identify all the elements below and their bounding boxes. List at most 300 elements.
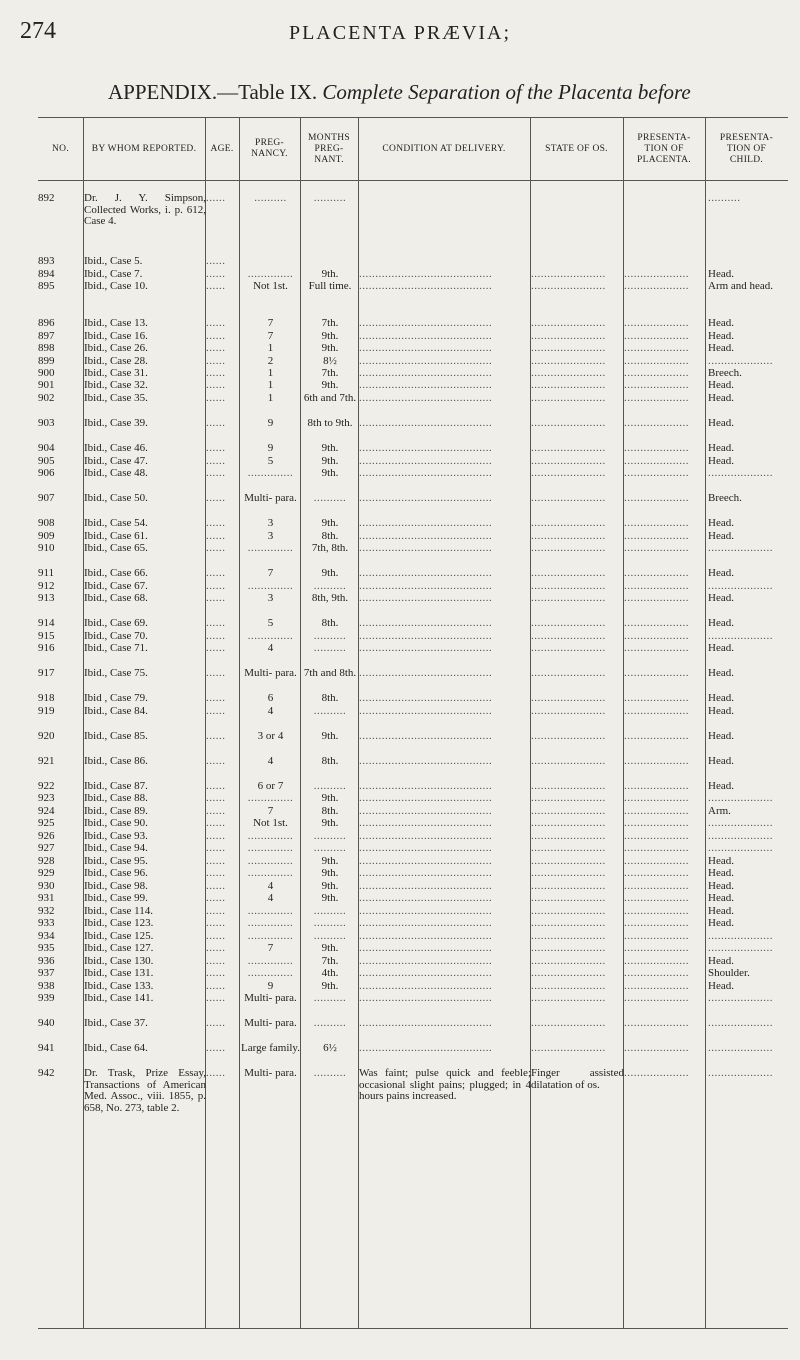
cell-months-pregnant: 6½ (323, 1043, 337, 1054)
cell-row-number: 904 (38, 443, 55, 454)
cell-months-pregnant: .......... (313, 193, 347, 204)
cell-pregnancy: Multi- para. (244, 668, 297, 679)
cell-condition-at-delivery: ......................................... (359, 943, 493, 954)
cell-months-pregnant: 9th. (321, 468, 339, 479)
cell-pregnancy: 1 (267, 368, 274, 379)
cell-row-number: 893 (38, 256, 55, 267)
cell-presentation-of-placenta: .................... (624, 693, 689, 704)
cell-condition-at-delivery: ......................................... (359, 368, 493, 379)
cell-months-pregnant: 7th. (321, 956, 339, 967)
cell-months-pregnant: 7th, 8th. (311, 543, 349, 554)
cell-reporter: Dr. J. Y. Simpson, Collected Works, i. p. 612, Case 4. (84, 193, 206, 227)
cell-state-of-os: ....................... (531, 693, 606, 704)
cell-presentation-of-child: .................... (708, 843, 773, 854)
header-child: PRESENTA- TION OF CHILD. (719, 132, 774, 165)
cell-age: ...... (206, 881, 226, 892)
cell-condition-at-delivery: ......................................... (359, 856, 493, 867)
cell-state-of-os: ....................... (531, 618, 606, 629)
cell-pregnancy: .............. (247, 968, 294, 979)
cell-presentation-of-child: .................... (708, 1043, 773, 1054)
cell-pregnancy: 5 (267, 618, 274, 629)
cell-state-of-os: ....................... (531, 443, 606, 454)
cell-presentation-of-placenta: .................... (624, 443, 689, 454)
cell-age: ...... (206, 631, 226, 642)
cell-condition-at-delivery: ......................................... (359, 918, 493, 929)
cell-state-of-os: ....................... (531, 981, 606, 992)
cell-reporter: Ibid., Case 39. (84, 418, 148, 429)
cell-condition-at-delivery: ......................................... (359, 981, 493, 992)
cell-pregnancy: .............. (247, 856, 294, 867)
cell-state-of-os: ....................... (531, 631, 606, 642)
cell-age: ...... (206, 931, 226, 942)
cell-state-of-os: ....................... (531, 1018, 606, 1029)
table-caption (108, 80, 691, 105)
cell-pregnancy: Not 1st. (253, 818, 288, 829)
cell-age: ...... (206, 193, 226, 204)
cell-presentation-of-placenta: .................... (624, 356, 689, 367)
cell-reporter: Ibid., Case 96. (84, 868, 148, 879)
cell-reporter: Ibid., Case 50. (84, 493, 148, 504)
cell-presentation-of-child: Head. (708, 856, 734, 867)
cell-row-number: 921 (38, 756, 55, 767)
cell-age: ...... (206, 543, 226, 554)
cell-months-pregnant: .......... (313, 493, 347, 504)
cell-condition-at-delivery: ......................................... (359, 468, 493, 479)
cell-row-number: 927 (38, 843, 55, 854)
cell-presentation-of-placenta: .................... (624, 943, 689, 954)
cell-reporter: Ibid., Case 130. (84, 956, 154, 967)
cell-presentation-of-child: Head. (708, 643, 734, 654)
cell-presentation-of-child: Head. (708, 269, 734, 280)
cell-condition-at-delivery: ......................................... (359, 318, 493, 329)
cell-reporter: Ibid., Case 69. (84, 618, 148, 629)
cell-presentation-of-placenta: .................... (624, 531, 689, 542)
cell-row-number: 905 (38, 456, 55, 467)
cell-state-of-os: ....................... (531, 868, 606, 879)
cell-condition-at-delivery: ......................................... (359, 843, 493, 854)
cell-presentation-of-child: Head. (708, 781, 734, 792)
cell-reporter: Ibid., Case 37. (84, 1018, 148, 1029)
cell-months-pregnant: .......... (313, 631, 347, 642)
cell-row-number: 896 (38, 318, 55, 329)
cell-pregnancy: 3 (267, 531, 274, 542)
cell-condition-at-delivery: ......................................... (359, 456, 493, 467)
cell-condition-at-delivery: ......................................... (359, 818, 493, 829)
cell-state-of-os: ....................... (531, 843, 606, 854)
cell-age: ...... (206, 380, 226, 391)
cell-months-pregnant: 9th. (321, 731, 339, 742)
cell-presentation-of-child: Head. (708, 331, 734, 342)
cell-state-of-os: ....................... (531, 793, 606, 804)
cell-age: ...... (206, 581, 226, 592)
cell-state-of-os: ....................... (531, 593, 606, 604)
cell-presentation-of-placenta: .................... (624, 368, 689, 379)
cell-reporter: Ibid., Case 64. (84, 1043, 148, 1054)
cell-state-of-os: ....................... (531, 706, 606, 717)
cell-row-number: 907 (38, 493, 55, 504)
cell-state-of-os: ....................... (531, 531, 606, 542)
cell-row-number: 930 (38, 881, 55, 892)
cell-condition-at-delivery: ......................................... (359, 493, 493, 504)
cell-months-pregnant: 9th. (321, 868, 339, 879)
cell-reporter: Ibid., Case 46. (84, 443, 148, 454)
cell-state-of-os: ....................... (531, 856, 606, 867)
cell-months-pregnant: 9th. (321, 881, 339, 892)
cell-presentation-of-placenta: .................... (624, 806, 689, 817)
cell-condition-at-delivery: ......................................... (359, 1043, 493, 1054)
cell-reporter: Ibid., Case 71. (84, 643, 148, 654)
column-rule (205, 118, 206, 1328)
cell-presentation-of-child: Arm. (708, 806, 731, 817)
cell-presentation-of-child: Head. (708, 881, 734, 892)
cell-pregnancy: 1 (267, 393, 274, 404)
cell-reporter: Ibid., Case 86. (84, 756, 148, 767)
cell-pregnancy: 2 (267, 356, 274, 367)
cell-pregnancy: 4 (267, 893, 274, 904)
cell-row-number: 906 (38, 468, 55, 479)
cell-presentation-of-child: .................... (708, 631, 773, 642)
cell-months-pregnant: .......... (313, 1068, 347, 1079)
cell-state-of-os: ....................... (531, 518, 606, 529)
cell-pregnancy: 7 (267, 568, 274, 579)
cell-row-number: 910 (38, 543, 55, 554)
cell-reporter: Ibid., Case 85. (84, 731, 148, 742)
cell-age: ...... (206, 518, 226, 529)
cell-condition-at-delivery: ......................................... (359, 531, 493, 542)
cell-state-of-os: ....................... (531, 906, 606, 917)
cell-age: ...... (206, 493, 226, 504)
cell-condition-at-delivery: ......................................... (359, 643, 493, 654)
cell-presentation-of-placenta: .................... (624, 643, 689, 654)
cell-months-pregnant: 8th. (321, 693, 339, 704)
cell-condition-at-delivery: ......................................... (359, 518, 493, 529)
cell-pregnancy: .............. (247, 906, 294, 917)
cell-row-number: 894 (38, 269, 55, 280)
cell-row-number: 925 (38, 818, 55, 829)
cell-state-of-os: Finger assisted dilatation of os. (531, 1068, 624, 1091)
cell-months-pregnant: 9th. (321, 568, 339, 579)
cell-row-number: 936 (38, 956, 55, 967)
cell-condition-at-delivery: ......................................... (359, 618, 493, 629)
cell-condition-at-delivery: ......................................... (359, 781, 493, 792)
cell-condition-at-delivery: ......................................... (359, 418, 493, 429)
cell-row-number: 892 (38, 193, 55, 204)
cell-pregnancy: Multi- para. (244, 493, 297, 504)
cell-presentation-of-child: Head. (708, 756, 734, 767)
cell-state-of-os: ....................... (531, 568, 606, 579)
cell-state-of-os: ....................... (531, 456, 606, 467)
cell-age: ...... (206, 943, 226, 954)
cell-row-number: 937 (38, 968, 55, 979)
cell-presentation-of-placenta: .................... (624, 706, 689, 717)
cell-age: ...... (206, 968, 226, 979)
cell-row-number: 903 (38, 418, 55, 429)
cell-age: ...... (206, 856, 226, 867)
cell-presentation-of-placenta: .................... (624, 380, 689, 391)
cell-reporter: Ibid., Case 13. (84, 318, 148, 329)
column-rule (83, 118, 84, 1328)
cell-reporter: Ibid., Case 5. (84, 256, 143, 267)
cell-age: ...... (206, 806, 226, 817)
cell-state-of-os: ....................... (531, 831, 606, 842)
cell-reporter: Ibid., Case 87. (84, 781, 148, 792)
cell-presentation-of-placenta: .................... (624, 418, 689, 429)
caption-prefix: APPENDIX.—Table IX. (108, 80, 318, 104)
cell-months-pregnant: 9th. (321, 943, 339, 954)
cell-pregnancy: .............. (247, 468, 294, 479)
cell-pregnancy: .............. (247, 918, 294, 929)
cell-presentation-of-placenta: .................... (624, 456, 689, 467)
cell-condition-at-delivery: ......................................... (359, 906, 493, 917)
cell-state-of-os: ....................... (531, 468, 606, 479)
cell-presentation-of-placenta: .................... (624, 281, 689, 292)
cell-row-number: 898 (38, 343, 55, 354)
cell-pregnancy: .............. (247, 831, 294, 842)
cell-row-number: 932 (38, 906, 55, 917)
cell-presentation-of-placenta: .................... (624, 931, 689, 942)
cell-state-of-os: ....................... (531, 393, 606, 404)
cell-presentation-of-child: Head. (708, 393, 734, 404)
cell-row-number: 901 (38, 380, 55, 391)
cell-state-of-os: ....................... (531, 881, 606, 892)
cell-condition-at-delivery: ......................................... (359, 331, 493, 342)
cell-reporter: Ibid., Case 32. (84, 380, 148, 391)
cell-reporter: Ibid., Case 66. (84, 568, 148, 579)
cell-condition-at-delivery: ......................................... (359, 281, 493, 292)
caption-title: Complete Separation of the Placenta before (322, 80, 691, 104)
cell-pregnancy: Multi- para. (244, 1018, 297, 1029)
cell-presentation-of-child: Head. (708, 618, 734, 629)
cell-reporter: Ibid., Case 99. (84, 893, 148, 904)
cell-months-pregnant: 9th. (321, 331, 339, 342)
cell-pregnancy: 3 (267, 593, 274, 604)
cell-pregnancy: 3 (267, 518, 274, 529)
cell-state-of-os: ....................... (531, 893, 606, 904)
cell-reporter: Ibid., Case 65. (84, 543, 148, 554)
cell-presentation-of-child: Head. (708, 593, 734, 604)
cell-age: ...... (206, 668, 226, 679)
cell-presentation-of-placenta: .................... (624, 831, 689, 842)
data-table (38, 117, 788, 1329)
cell-age: ...... (206, 906, 226, 917)
cell-reporter: Dr. Trask, Prize Essay, Transactions of American Med. Assoc., viii. 1855, p. 658, No. 273, table 2. (84, 1068, 206, 1114)
cell-state-of-os: ....................... (531, 931, 606, 942)
cell-pregnancy: Not 1st. (253, 281, 288, 292)
cell-presentation-of-child: .................... (708, 818, 773, 829)
cell-age: ...... (206, 343, 226, 354)
cell-reporter: Ibid., Case 84. (84, 706, 148, 717)
cell-reporter: Ibid., Case 123. (84, 918, 154, 929)
cell-pregnancy: 9 (267, 418, 274, 429)
cell-state-of-os: ....................... (531, 269, 606, 280)
cell-months-pregnant: 8th. (321, 756, 339, 767)
cell-state-of-os: ....................... (531, 343, 606, 354)
cell-age: ...... (206, 418, 226, 429)
cell-state-of-os: ....................... (531, 1043, 606, 1054)
cell-months-pregnant: .......... (313, 843, 347, 854)
cell-reporter: Ibid., Case 54. (84, 518, 148, 529)
cell-presentation-of-child: .................... (708, 543, 773, 554)
cell-condition-at-delivery: ......................................... (359, 706, 493, 717)
cell-presentation-of-placenta: .................... (624, 468, 689, 479)
cell-presentation-of-placenta: .................... (624, 918, 689, 929)
cell-presentation-of-placenta: .................... (624, 318, 689, 329)
cell-pregnancy: 7 (267, 806, 274, 817)
cell-pregnancy: 9 (267, 981, 274, 992)
cell-age: ...... (206, 918, 226, 929)
cell-age: ...... (206, 781, 226, 792)
cell-months-pregnant: 8th. (321, 618, 339, 629)
cell-reporter: Ibid., Case 61. (84, 531, 148, 542)
cell-pregnancy: .............. (247, 793, 294, 804)
cell-reporter: Ibid., Case 10. (84, 281, 148, 292)
cell-condition-at-delivery: Was faint; pulse quick and feeble; occasional slight pains; plugged; in 4 hours pains increased. (359, 1068, 531, 1102)
cell-age: ...... (206, 256, 226, 267)
cell-presentation-of-placenta: .................... (624, 1018, 689, 1029)
cell-presentation-of-placenta: .................... (624, 881, 689, 892)
cell-pregnancy: .............. (247, 931, 294, 942)
cell-age: ...... (206, 593, 226, 604)
cell-row-number: 923 (38, 793, 55, 804)
cell-row-number: 929 (38, 868, 55, 879)
cell-row-number: 919 (38, 706, 55, 717)
cell-row-number: 899 (38, 356, 55, 367)
cell-condition-at-delivery: ......................................... (359, 993, 493, 1004)
cell-pregnancy: Multi- para. (244, 993, 297, 1004)
cell-months-pregnant: .......... (313, 906, 347, 917)
cell-presentation-of-placenta: .................... (624, 581, 689, 592)
cell-state-of-os: ....................... (531, 281, 606, 292)
cell-row-number: 918 (38, 693, 55, 704)
cell-state-of-os: ....................... (531, 968, 606, 979)
cell-presentation-of-child: Breech. (708, 368, 742, 379)
cell-reporter: Ibid., Case 47. (84, 456, 148, 467)
cell-age: ...... (206, 393, 226, 404)
cell-age: ...... (206, 368, 226, 379)
cell-reporter: Ibid., Case 127. (84, 943, 154, 954)
cell-months-pregnant: 9th. (321, 893, 339, 904)
cell-reporter: Ibid., Case 114. (84, 906, 153, 917)
cell-age: ...... (206, 269, 226, 280)
cell-condition-at-delivery: ......................................... (359, 931, 493, 942)
cell-pregnancy: .............. (247, 543, 294, 554)
cell-months-pregnant: 7th and 8th. (303, 668, 357, 679)
cell-age: ...... (206, 843, 226, 854)
cell-reporter: Ibid., Case 125. (84, 931, 154, 942)
cell-row-number: 915 (38, 631, 55, 642)
cell-reporter: Ibid., Case 68. (84, 593, 148, 604)
cell-presentation-of-placenta: .................... (624, 331, 689, 342)
cell-reporter: Ibid., Case 26. (84, 343, 148, 354)
cell-row-number: 920 (38, 731, 55, 742)
cell-presentation-of-child: .................... (708, 793, 773, 804)
cell-presentation-of-child: .................... (708, 1018, 773, 1029)
cell-condition-at-delivery: ......................................... (359, 269, 493, 280)
cell-reporter: Ibid , Case 79. (84, 693, 148, 704)
cell-row-number: 941 (38, 1043, 55, 1054)
cell-reporter: Ibid., Case 131. (84, 968, 154, 979)
cell-age: ...... (206, 281, 226, 292)
cell-reporter: Ibid., Case 93. (84, 831, 148, 842)
cell-presentation-of-child: .......... (708, 193, 741, 204)
cell-presentation-of-placenta: .................... (624, 731, 689, 742)
cell-months-pregnant: .......... (313, 918, 347, 929)
cell-reporter: Ibid., Case 75. (84, 668, 148, 679)
cell-row-number: 933 (38, 918, 55, 929)
header-pregnancy: PREG- NANCY. (251, 138, 288, 159)
cell-months-pregnant: 9th. (321, 269, 339, 280)
cell-pregnancy: 3 or 4 (257, 731, 284, 742)
cell-presentation-of-placenta: .................... (624, 781, 689, 792)
cell-pregnancy: Multi- para. (244, 1068, 297, 1079)
cell-presentation-of-child: Head. (708, 568, 734, 579)
cell-age: ...... (206, 731, 226, 742)
cell-months-pregnant: .......... (313, 931, 347, 942)
cell-months-pregnant: 8th. (321, 806, 339, 817)
cell-age: ...... (206, 356, 226, 367)
cell-pregnancy: 4 (267, 643, 274, 654)
cell-presentation-of-child: Head. (708, 918, 734, 929)
cell-age: ...... (206, 693, 226, 704)
cell-state-of-os: ....................... (531, 380, 606, 391)
cell-row-number: 900 (38, 368, 55, 379)
cell-presentation-of-placenta: .................... (624, 856, 689, 867)
cell-state-of-os: ....................... (531, 818, 606, 829)
cell-months-pregnant: 4th. (321, 968, 339, 979)
cell-presentation-of-placenta: .................... (624, 906, 689, 917)
cell-age: ...... (206, 468, 226, 479)
cell-row-number: 909 (38, 531, 55, 542)
cell-age: ...... (206, 793, 226, 804)
cell-state-of-os: ....................... (531, 368, 606, 379)
cell-row-number: 897 (38, 331, 55, 342)
cell-condition-at-delivery: ......................................... (359, 393, 493, 404)
cell-months-pregnant: .......... (313, 1018, 347, 1029)
cell-age: ...... (206, 818, 226, 829)
cell-pregnancy: 4 (267, 881, 274, 892)
cell-pregnancy: .............. (247, 269, 294, 280)
cell-reporter: Ibid., Case 35. (84, 393, 148, 404)
cell-presentation-of-child: .................... (708, 581, 773, 592)
cell-pregnancy: 1 (267, 380, 274, 391)
cell-reporter: Ibid., Case 88. (84, 793, 148, 804)
cell-months-pregnant: 8th, 9th. (311, 593, 349, 604)
cell-reporter: Ibid., Case 89. (84, 806, 148, 817)
cell-pregnancy: 6 or 7 (257, 781, 284, 792)
cell-reporter: Ibid., Case 7. (84, 269, 143, 280)
cell-presentation-of-child: Head. (708, 531, 734, 542)
cell-state-of-os: ....................... (531, 731, 606, 742)
cell-row-number: 942 (38, 1068, 55, 1079)
cell-pregnancy: 7 (267, 943, 274, 954)
cell-state-of-os: ....................... (531, 643, 606, 654)
cell-months-pregnant: .......... (313, 581, 347, 592)
cell-presentation-of-placenta: .................... (624, 818, 689, 829)
cell-age: ...... (206, 756, 226, 767)
cell-months-pregnant: 9th. (321, 793, 339, 804)
cell-presentation-of-child: Head. (708, 906, 734, 917)
cell-condition-at-delivery: ......................................... (359, 1018, 493, 1029)
cell-state-of-os: ....................... (531, 356, 606, 367)
column-rule (358, 118, 359, 1328)
cell-age: ...... (206, 1018, 226, 1029)
cell-presentation-of-child: Head. (708, 868, 734, 879)
cell-reporter: Ibid., Case 95. (84, 856, 148, 867)
cell-pregnancy: 6 (267, 693, 274, 704)
cell-age: ...... (206, 981, 226, 992)
cell-state-of-os: ....................... (531, 318, 606, 329)
cell-presentation-of-child: Head. (708, 380, 734, 391)
